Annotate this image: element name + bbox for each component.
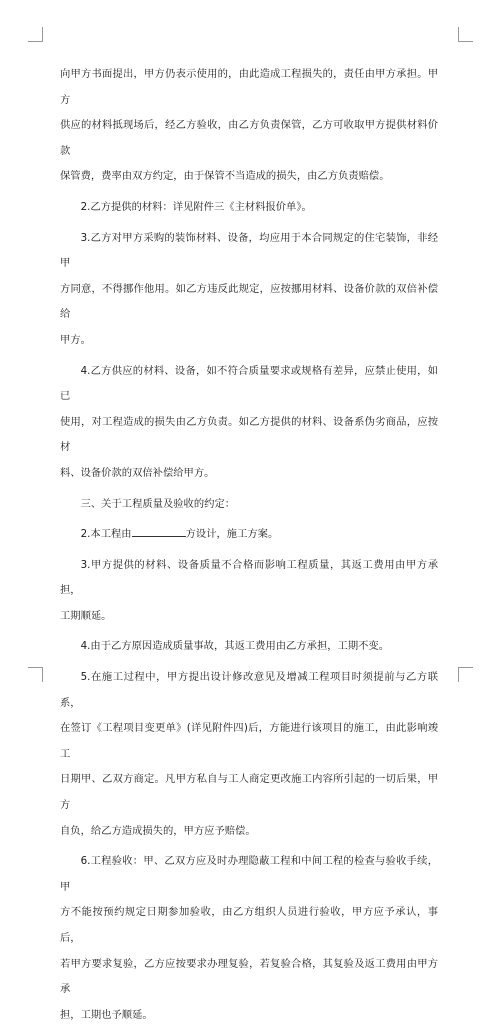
text-line: 2.乙方提供的材料：详见附件三《主材料报价单》。 [80,200,312,213]
paragraph-material-usage [60,226,438,354]
text-line: 5.在施工过程中，甲方提出设计修改意见及增减工程项目时须提前与乙方联系， [60,671,438,709]
text-line: 3.乙方对甲方采购的装饰材料、设备，均应用于本合同规定的住宅装饰，非经甲 [60,231,438,270]
paragraph-rework-owner [60,553,438,630]
text-line: 工期顺延。 [60,609,112,622]
paragraph-design-change [60,665,438,844]
text-fragment: 方设计，施工方案。 [185,528,279,541]
text-fragment: 2.本工程由 [80,528,132,541]
text-line: 6.工程验收：甲、乙双方应及时办理隐蔽工程和中间工程的检查与验收手续，甲 [60,855,438,893]
paragraph-rework-contractor [60,634,438,660]
fill-in-blank [132,526,186,537]
section-heading-quality [60,492,438,518]
document-page [60,62,438,1033]
text-line: 料、设备价款的双倍补偿给甲方。 [60,466,215,479]
text-line: 供应的材料抵现场后，经乙方验收，由乙方负责保管，乙方可收取甲方提供材料价款 [60,119,438,157]
text-line: 若甲方要求复验，乙方应按要求办理复验，若复验合格，其复验及返工费用由甲方承 [60,957,438,996]
text-line: 4.乙方供应的材料、设备，如不符合质量要求或规格有差异，应禁止使用，如已 [60,364,438,403]
text-line: 担，工期也予顺延。 [60,1008,153,1021]
paragraph-design-party [60,522,438,548]
crop-mark-top-left [28,27,43,42]
paragraph-acceptance [60,849,438,1028]
text-line: 甲方。 [60,333,91,346]
text-line: 方不能按预约规定日期参加验收，由乙方组织人员进行验收，甲方应予承认，事后， [60,906,438,944]
crop-mark-top-right [458,27,473,42]
paragraph-materials-supplied [60,195,438,221]
text-line: 3.甲方提供的材料、设备质量不合格而影响工程质量，其返工费用由甲方承担， [60,558,438,597]
crop-mark-bottom-left [28,667,43,682]
text-line: 日期甲、乙双方商定。凡甲方私自与工人商定更改施工内容所引起的一切后果，甲方 [60,773,438,812]
paragraph-continuation [60,62,438,190]
paragraph-material-quality [60,359,438,487]
text-line: 保管费，费率由双方约定，由于保管不当造成的损失，由乙方负责赔偿。 [60,170,390,183]
text-line: 4.由于乙方原因造成质量事故，其返工费用由乙方承担，工期不变。 [80,640,390,653]
text-line: 向甲方书面提出，甲方仍表示使用的，由此造成工程损失的，责任由甲方承担。甲方 [60,68,438,106]
text-line: 三、关于工程质量及验收的约定： [80,497,236,510]
text-line: 在签订《工程项目变更单》(详见附件四)后，方能进行该项目的施工，由此影响竣工 [60,722,438,760]
text-line: 自负，给乙方造成损失的，甲方应予赔偿。 [60,824,256,837]
text-line: 使用，对工程造成的损失由乙方负责。如乙方提供的材料、设备系伪劣商品，应按材 [60,415,438,454]
crop-mark-bottom-right [458,667,473,682]
text-line: 方同意，不得挪作他用。如乙方违反此规定，应按挪用材料、设备价款的双倍补偿给 [60,282,438,321]
